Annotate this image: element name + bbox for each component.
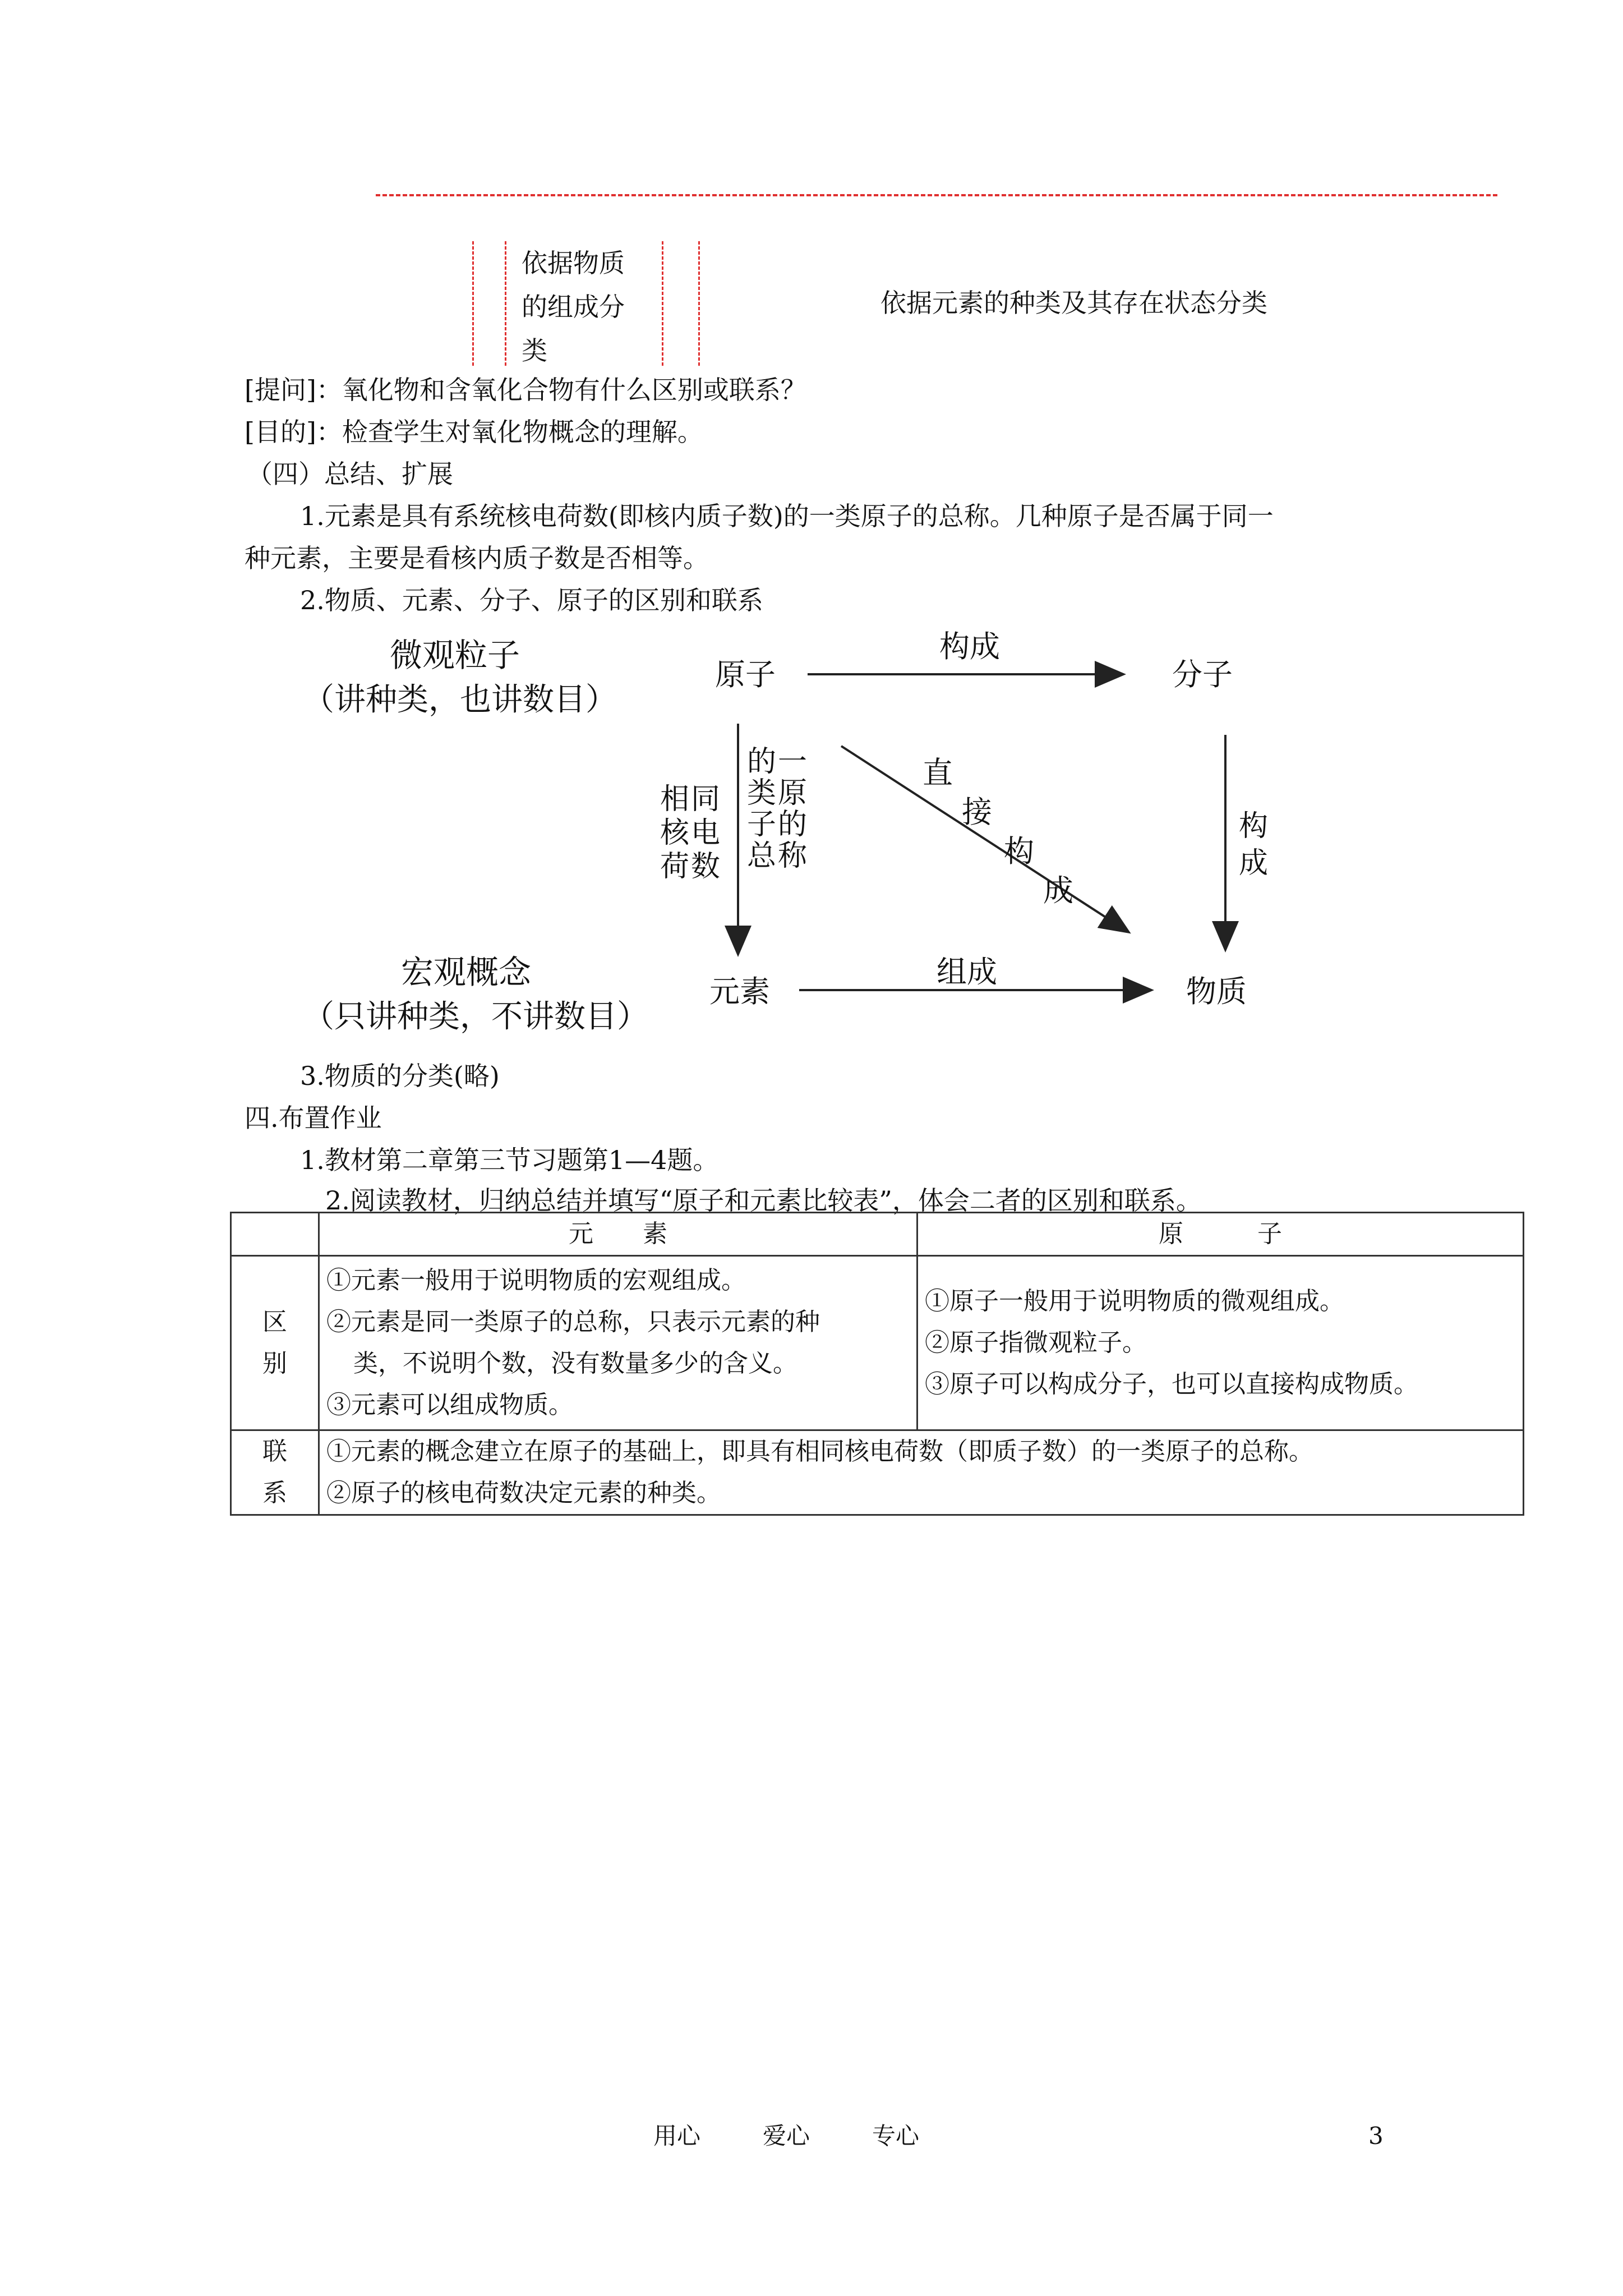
label-compose-right: 构 成 <box>1238 809 1268 880</box>
classification-cell-1 <box>522 241 625 372</box>
cell-border-left-2 <box>505 241 506 366</box>
cell1-line3: 类 <box>522 335 547 366</box>
table-row-difference <box>231 1256 1524 1430</box>
header-atom-cell: 原 子 <box>917 1213 1524 1256</box>
classification-cell-2: 依据元素的种类及其存在状态分类 <box>880 288 1267 318</box>
difference-atom-cell <box>917 1256 1524 1430</box>
macro-concept-title: 宏观概念 <box>401 953 532 991</box>
header-element-cell: 元 素 <box>319 1213 917 1256</box>
label-same-charge-col2: 同 电 数 <box>690 783 720 884</box>
page-number: 3 <box>1368 2122 1384 2150</box>
concept-diagram <box>292 629 1301 1038</box>
cell1-line1: 依据物质 <box>522 248 625 278</box>
item1-line1: 1.元素是具有系统核电荷数(即核内质子数)的一类原子的总称。几种原子是否属于同一 <box>300 501 1274 531</box>
header-blank-cell <box>231 1213 319 1256</box>
homework-item-2: 2.阅读教材，归纳总结并填写“原子和元素比较表”，体会二者的区别和联系。 <box>325 1185 1202 1216</box>
diff-atom-line2: ②原子指微观粒子。 <box>925 1328 1147 1357</box>
label-general-col1: 的 类 子 总 <box>746 745 776 873</box>
micro-particle-title: 微观粒子 <box>390 636 520 674</box>
item1-line2: 种元素，主要是看核内质子数是否相等。 <box>245 543 709 573</box>
label-compose-top: 构成 <box>939 629 1000 664</box>
label-direct-3: 构 <box>1004 834 1034 869</box>
diff-element-line4: ③元素可以组成物质。 <box>326 1391 573 1419</box>
label-same-charge-col1: 相 核 荷 <box>660 783 689 884</box>
connection-line2: ②原子的核电荷数决定元素的种类。 <box>326 1479 721 1507</box>
diff-atom-line3: ③原子可以构成分子，也可以直接构成物质。 <box>925 1370 1418 1398</box>
connection-label-cell: 联 系 <box>231 1430 319 1515</box>
micro-particle-subtitle: （讲种类，也讲数目） <box>303 682 617 718</box>
comparison-table <box>230 1212 1524 1516</box>
footer-motto-3: 专心 <box>872 2122 920 2150</box>
footer-motto-1: 用心 <box>653 2122 701 2150</box>
connection-line1: ①元素的概念建立在原子的基础上，即具有相同核电荷数（即质子数）的一类原子的总称。 <box>326 1437 1313 1466</box>
connection-text-cell <box>319 1430 1524 1515</box>
question-line: [提问]：氧化物和含氧化合物有什么区别或联系？ <box>245 375 806 405</box>
cell-border-right <box>662 241 663 366</box>
table-header-row <box>231 1213 1524 1256</box>
section-heading: （四）总结、扩展 <box>247 459 453 489</box>
macro-concept-subtitle: （只讲种类，不讲数目） <box>303 999 648 1035</box>
label-direct-2: 接 <box>962 794 992 830</box>
diff-element-line3: 类，不说明个数，没有数量多少的含义。 <box>353 1349 797 1378</box>
label-general-col2: 一 原 的 称 <box>777 745 807 873</box>
atom-to-substance-arrow <box>841 746 1127 931</box>
cell1-line2: 的组成分 <box>522 292 625 322</box>
label-direct-1: 直 <box>923 755 953 790</box>
homework-heading: 四.布置作业 <box>245 1103 382 1133</box>
node-molecule: 分子 <box>1172 657 1233 692</box>
header-dashed-rule <box>376 194 1497 196</box>
item3-line: 3.物质的分类(略) <box>300 1061 500 1091</box>
item2-line: 2.物质、元素、分子、原子的区别和联系 <box>300 585 763 615</box>
label-form-bottom: 组成 <box>937 954 997 990</box>
table-row-connection <box>231 1430 1524 1515</box>
difference-label-cell: 区 别 <box>231 1256 319 1430</box>
cell-border-right-2 <box>698 241 700 366</box>
footer-motto-2: 爱心 <box>763 2122 810 2150</box>
homework-item-1: 1.教材第二章第三节习题第1—4题。 <box>300 1145 719 1175</box>
difference-element-cell <box>319 1256 917 1430</box>
node-atom: 原子 <box>715 657 776 692</box>
purpose-line: [目的]：检查学生对氧化物概念的理解。 <box>245 417 703 447</box>
diff-element-line2: ②元素是同一类原子的总称，只表示元素的种 <box>326 1308 820 1336</box>
label-direct-4: 成 <box>1043 873 1073 908</box>
node-element: 元素 <box>709 974 770 1009</box>
cell-border-left <box>472 241 474 366</box>
diff-atom-line1: ①原子一般用于说明物质的微观组成。 <box>925 1287 1344 1315</box>
diff-element-line1: ①元素一般用于说明物质的宏观组成。 <box>326 1266 746 1295</box>
node-substance: 物质 <box>1186 974 1247 1009</box>
